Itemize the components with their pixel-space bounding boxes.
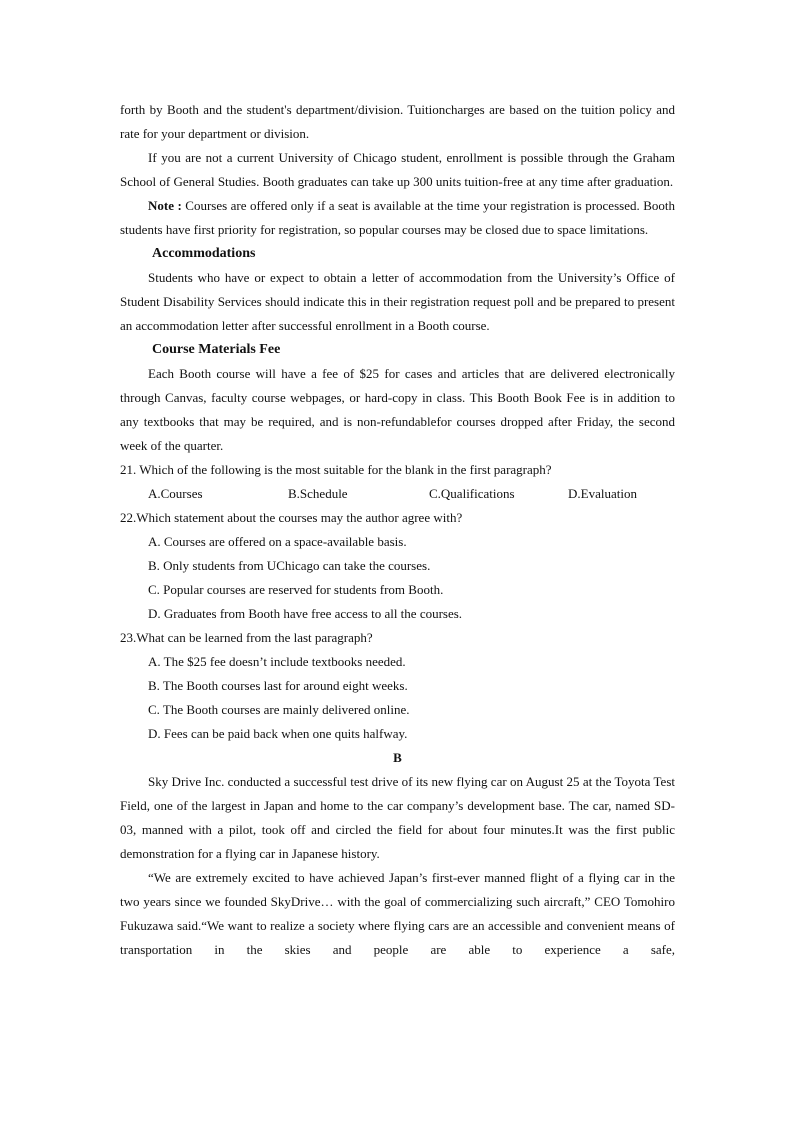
paragraph-enrollment: If you are not a current University of Chicago student, enrollment is possible through the Graham School of General Studies. Booth graduates can take up 300 units tuition-free at any time after graduation. — [120, 150, 675, 189]
note-label: Note : — [148, 198, 182, 213]
question-22-option-c: C. Popular courses are reserved for students from Booth. — [148, 582, 444, 597]
heading-accommodations: Accommodations — [152, 246, 256, 261]
question-21-option-d: D.Evaluation — [568, 486, 637, 501]
note-text: Courses are offered only if a seat is available at the time your registration is processed. Booth students have first priority for registration, so popular courses may be closed due to space limitations. — [120, 198, 675, 237]
passage-b-label: B — [393, 750, 402, 765]
question-23-option-c: C. The Booth courses are mainly delivered online. — [148, 702, 410, 717]
question-21-stem: 21. Which of the following is the most suitable for the blank in the first paragraph? — [120, 462, 552, 477]
paragraph-accommodations: Students who have or expect to obtain a letter of accommodation from the University’s Office of Student Disability Services should indicate this in their registration request poll and be prepared to present an accommodation letter after successful enrollment in a Booth course. — [120, 270, 675, 333]
question-22-option-d: D. Graduates from Booth have free access to all the courses. — [148, 606, 463, 621]
question-21-option-b: B.Schedule — [288, 486, 348, 501]
question-21-options — [120, 482, 675, 506]
question-23-option-a: A. The $25 fee doesn’t include textbooks needed. — [148, 654, 406, 669]
paragraph-skydrive-test: Sky Drive Inc. conducted a successful test drive of its new flying car on August 25 at the Toyota Test Field, one of the largest in Japan and home to the car company’s development base. The car, named SD-03, manned with a pilot, took off and circled the field for about four minutes.It was the first public demonstration for a flying car in Japanese history. — [120, 774, 675, 861]
paragraph-materials-fee: Each Booth course will have a fee of $25 for cases and articles that are delivered electronically through Canvas, faculty course webpages, or hard-copy in class. This Booth Book Fee is in addition to any textbooks that may be required, and is non-refundablefor courses dropped after Friday, the second week of the quarter. — [120, 366, 675, 453]
question-22-stem: 22.Which statement about the courses may the author agree with? — [120, 510, 463, 525]
question-23-option-d: D. Fees can be paid back when one quits halfway. — [148, 726, 408, 741]
question-21-option-c: C.Qualifications — [429, 486, 515, 501]
question-23-option-b: B. The Booth courses last for around eight weeks. — [148, 678, 408, 693]
heading-materials-fee: Course Materials Fee — [152, 342, 281, 357]
document-page — [120, 98, 675, 962]
question-21-option-a: A.Courses — [148, 486, 203, 501]
paragraph-tuition: forth by Booth and the student's department/division. Tuitioncharges are based on the tuition policy and rate for your department or division. — [120, 102, 675, 141]
paragraph-skydrive-quote: “We are extremely excited to have achieved Japan’s first-ever manned flight of a flying car in the two years since we founded SkyDrive… with the goal of commercializing such aircraft,” CEO Tomohiro Fukuzawa said.“We want to realize a society where flying cars are an accessible and convenient means of transportation in the skies and people are able to experience a safe, — [120, 870, 675, 957]
question-22-option-b: B. Only students from UChicago can take the courses. — [148, 558, 431, 573]
question-23-stem: 23.What can be learned from the last paragraph? — [120, 630, 373, 645]
question-22-option-a: A. Courses are offered on a space-available basis. — [148, 534, 407, 549]
paragraph-note — [120, 194, 675, 242]
